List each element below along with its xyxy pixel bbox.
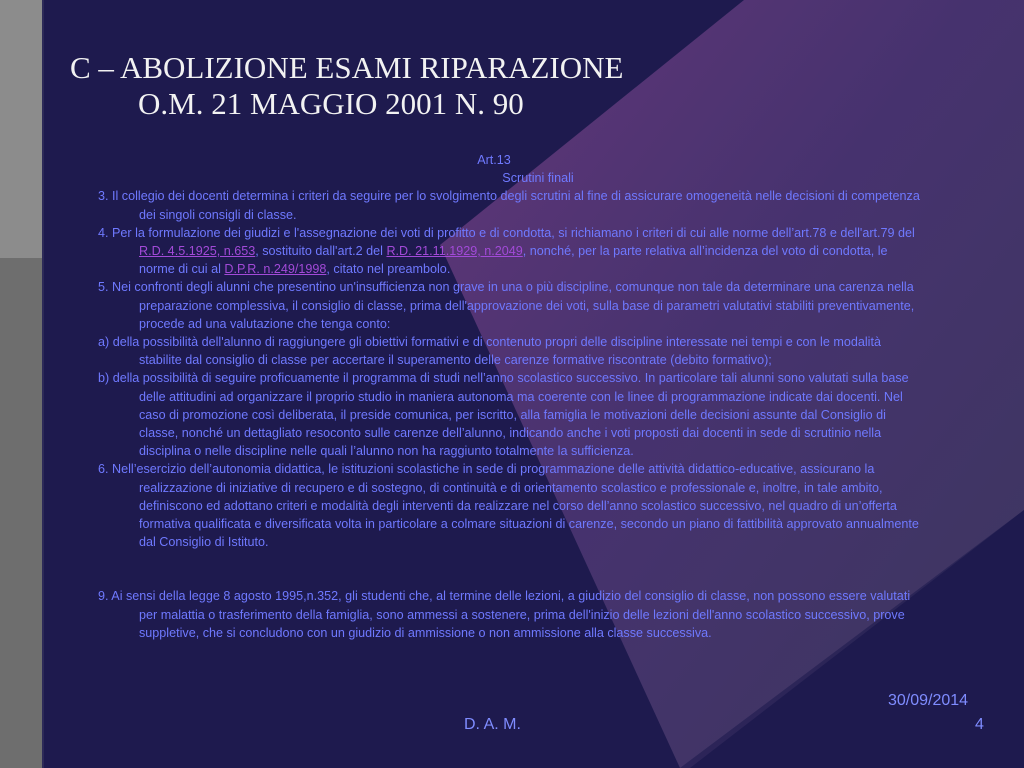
paragraph-3: 3. Il collegio dei docenti determina i criteri da seguire per lo svolgimento degli scrutini al fine di assicurare omogeneità nelle decisioni di competenza dei singoli consigli di classe. <box>98 189 920 222</box>
paragraph-4-text-d: , citato nel preambolo. <box>326 262 451 277</box>
slide-footer: D. A. M. <box>464 716 521 733</box>
title-line-2: O.M. 21 MAGGIO 2001 N. 90 <box>138 86 524 121</box>
paragraph-5: 5. Nei confronti degli alunni che presentino un'insufficienza non grave in una o più discipline, comunque non tale da determinare una carenza nella preparazione complessiva, il consiglio di classe, prima dell'approvazione dei voti, sulla base di parametri valutativi stabiliti preventivamente, procede ad una valutazione che tenga conto: <box>98 280 915 331</box>
paragraph-4-text-a: 4. Per la formulazione dei giudizi e l'assegnazione dei voti di profitto e di condotta, si richiamano i criteri di cui alle norme dell’art.78 e dell'art.79 del <box>98 225 915 240</box>
article-body <box>98 151 926 642</box>
link-rd-1929[interactable]: R.D. 21.11.1929, n.2049 <box>386 244 523 259</box>
slide-number: 4 <box>975 716 984 733</box>
slide-date: 30/09/2014 <box>888 692 969 709</box>
article-heading: Art.13 <box>477 153 511 167</box>
paragraph-6: 6. Nell’esercizio dell’autonomia didattica, le istituzioni scolastiche in sede di programmazione delle attività didattico-educative, assicurano la realizzazione di iniziative di recupero e di sostegno, di continuità e di orientamento scolastico e professionale e, inoltre, in tale ambito, definiscono ed adottano criteri e modalità degli interventi da realizzare nel corso dell’anno scolastico successivo, nel quadro di un’offerta formativa qualificata e diversificata volta in particolare a colmare situazioni di carenze, secondo un piano di fattibilità approvato annualmente dal Consiglio di Istituto. <box>98 462 919 550</box>
paragraph-b: b) della possibilità di seguire proficuamente il programma di studi nell’anno scolastico successivo. In particolare tali alunni sono valutati sulla base delle attitudini ad organizzare il proprio studio in maniera autonoma ma coerente con le linee di programmazione indicate dai docenti. Nel caso di promozione così deliberata, il preside comunica, per iscritto, alla famiglia le motivazioni delle decisioni assunte dal Consiglio di classe, nonché un dettagliato resoconto sulle carenze dell’alunno, indicando anche i voti proposti dai docenti in sede di scrutinio nella disciplina o nelle discipline nelle quali l’alunno non ha raggiunto totalmente la sufficienza. <box>98 371 909 459</box>
article-subheading: Scrutini finali <box>502 171 574 186</box>
paragraph-spacer <box>98 551 926 587</box>
slide-title <box>70 50 970 122</box>
link-dpr-1998[interactable]: D.P.R. n.249/1998 <box>224 262 327 277</box>
paragraph-4-text-c: , nonché, per la parte relativa all’incidenza del voto di condotta, le norme di cui al <box>139 244 888 277</box>
paragraph-a: a) della possibilità dell'alunno di raggiungere gli obiettivi formativi e di contenuto propri delle discipline interessate nei tempi e con le modalità stabilite dal consiglio di classe per accertare il superamento delle carenze formative riscontrate (debito formativo); <box>98 335 881 368</box>
paragraph-4 <box>98 224 926 279</box>
title-line-1: C – ABOLIZIONE ESAMI RIPARAZIONE <box>70 50 624 85</box>
link-rd-1925[interactable]: R.D. 4.5.1925, n.653 <box>139 244 256 259</box>
paragraph-9: 9. Ai sensi della legge 8 agosto 1995,n.352, gli studenti che, al termine delle lezioni, a giudizio del consiglio di classe, non possono essere valutati per malattia o trasferimento della famiglia, sono ammessi a sostenere, prima dell'inizio delle lezioni dell'anno scolastico successivo, prove suppletive, che si concludono con un giudizio di ammissione o non ammissione alla classe successiva. <box>98 589 911 640</box>
paragraph-4-text-b: , sostituito dall'art.2 del <box>255 244 387 259</box>
